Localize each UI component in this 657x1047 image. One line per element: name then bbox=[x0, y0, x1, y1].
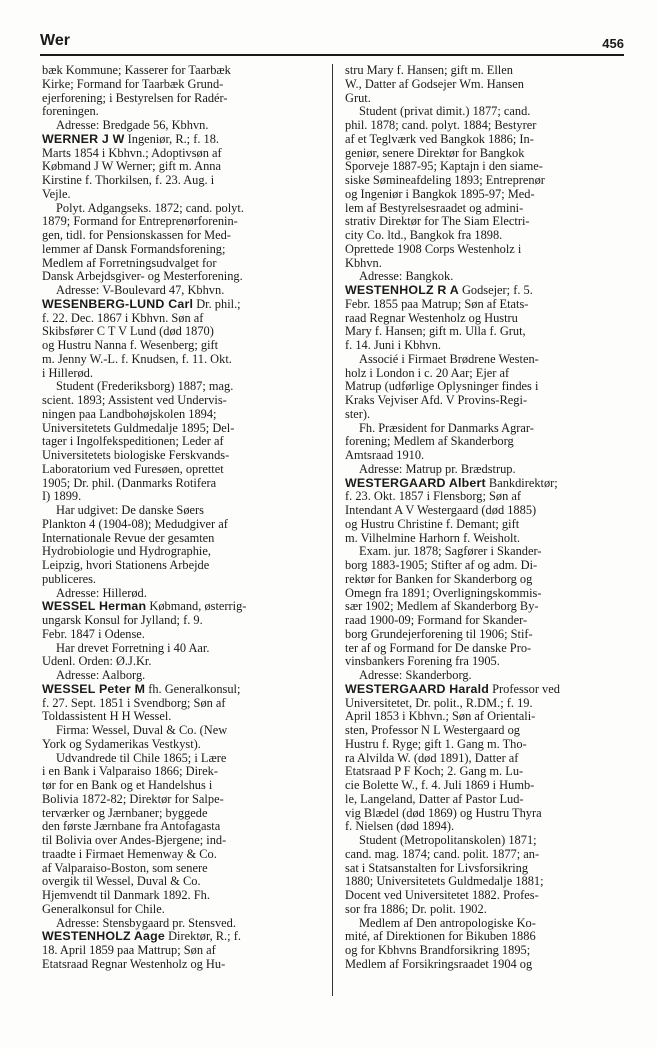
text-line: mité, af Direktionen for Bikuben 1886 bbox=[345, 930, 536, 944]
address-line bbox=[42, 669, 324, 683]
entry-line: Toldassistent H H Wessel. bbox=[42, 710, 172, 724]
text-line: Docent ved Universitetet 1882. Profes- bbox=[345, 889, 539, 902]
text-line: York og Sydamerikas Vestkyst). bbox=[42, 737, 201, 751]
text-line: Hydrobiologie und Hydrographie, bbox=[42, 545, 211, 559]
text-line: sær 1902; Medlem af Skanderborg By- bbox=[345, 600, 539, 614]
text-block bbox=[345, 353, 627, 422]
entry-line: le, Langeland, Datter af Pastor Lud- bbox=[345, 792, 524, 806]
address-text: Adresse: Skanderborg. bbox=[359, 669, 472, 682]
text-block bbox=[345, 545, 627, 669]
address-text: Adresse: Aalborg. bbox=[56, 669, 146, 682]
entry-text: Godsejer; f. 5. bbox=[458, 284, 533, 297]
text-line: og Ingeniør i Bangkok 1895-97; Med- bbox=[345, 187, 535, 201]
text-line: Student (privat dimit.) 1877; cand. bbox=[359, 105, 531, 119]
address-line bbox=[345, 463, 627, 477]
address-text: Adresse: Matrup pr. Brædstrup. bbox=[359, 462, 516, 476]
text-block bbox=[42, 64, 324, 119]
text-line: phil. 1878; cand. polyt. 1884; Bestyrer bbox=[345, 119, 537, 132]
entry-name: WESSEL Peter M bbox=[42, 682, 146, 696]
text-line: ter af og Formand for De danske Pro- bbox=[345, 641, 532, 655]
entry-line: og Hustru Nanna f. Wesenberg; gift bbox=[42, 339, 219, 352]
text-line: overgik til Wessel, Duval & Co. bbox=[42, 875, 201, 889]
text-block bbox=[42, 752, 324, 917]
address-line bbox=[42, 284, 324, 298]
text-line: vinsbankers Forening fra 1905. bbox=[345, 655, 500, 669]
text-line: Bolivia 1872-82; Direktør for Salpe- bbox=[42, 792, 224, 806]
entry-first-line bbox=[345, 683, 627, 697]
entry-line: Febr. 1847 i Odense. bbox=[42, 627, 145, 641]
text-line: bæk Kommune; Kasserer for Taarbæk bbox=[42, 64, 231, 77]
entry-line: Hustru f. Ryge; gift 1. Gang m. Tho- bbox=[345, 737, 527, 751]
text-line: Medlem af Forretningsudvalget for bbox=[42, 256, 217, 270]
address-line bbox=[345, 669, 627, 683]
entry-line: Mary f. Hansen; gift m. Ulla f. Grut, bbox=[345, 325, 526, 339]
text-line: siske Sømineafdeling 1893; Entreprenør bbox=[345, 174, 545, 187]
text-block bbox=[345, 422, 627, 463]
text-line: Student (Frederiksborg) 1887; mag. bbox=[56, 380, 234, 394]
text-line: Medlem af Den antropologiske Ko- bbox=[359, 916, 536, 930]
text-line: Medlem af Forsikringsraadet 1904 og bbox=[345, 957, 533, 971]
directory-entry bbox=[345, 477, 627, 546]
text-line: Plankton 4 (1904-08); Medudgiver af bbox=[42, 517, 228, 531]
entry-line: cie Bolette W., f. 4. Juli 1869 i Humb- bbox=[345, 779, 535, 792]
page-header bbox=[40, 32, 624, 56]
text-line: W., Datter af Godsejer Wm. Hansen bbox=[345, 77, 524, 91]
text-line: forening; Medlem af Skanderborg bbox=[345, 435, 514, 449]
text-line: lem af Bestyrelsesraadet og admini- bbox=[345, 201, 524, 215]
address-line bbox=[42, 587, 324, 601]
text-line: Internationale Revue der gesamten bbox=[42, 531, 215, 545]
directory-entry bbox=[42, 930, 324, 971]
text-line: borg Grundejerforening til 1906; Stif- bbox=[345, 627, 533, 641]
text-line: 1879; Formand for Entreprenørforenin- bbox=[42, 215, 238, 229]
entry-line: April 1853 i Kbhvn.; Søn af Orientali- bbox=[345, 710, 536, 724]
text-line: Universitetets Guldmedalje 1895; Del- bbox=[42, 421, 235, 435]
text-line: i en Bank i Valparaiso 1866; Direk- bbox=[42, 765, 218, 779]
entry-name: WESTERGAARD Albert bbox=[345, 476, 486, 490]
entry-line: Febr. 1855 paa Matrup; Søn af Etats- bbox=[345, 297, 529, 311]
entry-line: m. Vilhelmine Harhorn f. Weisholt. bbox=[345, 531, 521, 545]
text-line: raad 1900-09; Formand for Skander- bbox=[345, 614, 528, 627]
entry-text: Dr. phil.; bbox=[193, 297, 241, 311]
entry-line: f. 14. Juni i Kbhvn. bbox=[345, 339, 442, 352]
header-rule bbox=[40, 54, 624, 56]
text-line: stru Mary f. Hansen; gift m. Ellen bbox=[345, 64, 513, 77]
text-line: I) 1899. bbox=[42, 490, 82, 504]
entry-line: Kirstine f. Thorkilsen, f. 23. Aug. i bbox=[42, 174, 215, 187]
text-line: sat i Statsanstalten for Livsforsikring bbox=[345, 861, 529, 875]
text-line: Firma: Wessel, Duval & Co. (New bbox=[56, 724, 228, 737]
directory-entry bbox=[345, 683, 627, 834]
text-line: scient. 1893; Assistent ved Undervis- bbox=[42, 394, 227, 407]
entry-line: raad Regnar Westenholz og Hustru bbox=[345, 311, 518, 325]
entry-line: f. 27. Sept. 1851 i Svendborg; Søn af bbox=[42, 696, 226, 710]
page-number: 456 bbox=[602, 36, 624, 51]
entry-line: Intendant A V Westergaard (død 1885) bbox=[345, 504, 537, 517]
text-line: terværker og Jærnbaner; byggede bbox=[42, 806, 208, 820]
entry-text: Købmand, østerrig- bbox=[146, 600, 247, 614]
address-line bbox=[345, 270, 627, 284]
entry-name: WERNER J W bbox=[42, 132, 125, 146]
entry-line: sten, Professor N L Westergaard og bbox=[345, 724, 520, 737]
text-line: Polyt. Adgangseks. 1872; cand. polyt. bbox=[56, 201, 244, 215]
text-line: Laboratorium ved Furesøen, oprettet bbox=[42, 462, 224, 476]
directory-entry bbox=[42, 133, 324, 202]
entry-first-line bbox=[42, 133, 324, 147]
entry-line: vig Blædel (død 1869) og Hustru Thyra bbox=[345, 806, 542, 820]
entry-line: ungarsk Konsul for Jylland; f. 9. bbox=[42, 614, 203, 627]
entry-name: WESTENHOLZ Aage bbox=[42, 930, 166, 944]
text-block bbox=[42, 504, 324, 587]
text-line: Hjemvendt til Danmark 1892. Fh. bbox=[42, 889, 210, 902]
entry-text: Direktør, R.; f. bbox=[165, 930, 241, 944]
text-line: Omegn fra 1891; Overligningskommis- bbox=[345, 586, 542, 600]
entry-name: WESTENHOLZ R A bbox=[345, 284, 459, 297]
text-line: Grut. bbox=[345, 91, 371, 105]
text-block bbox=[42, 202, 324, 285]
entry-first-line bbox=[42, 930, 324, 944]
entry-text: Ingeniør, R.; f. 18. bbox=[124, 132, 220, 146]
entry-line: Universitetet, Dr. polit., R.DM.; f. 19. bbox=[345, 696, 533, 710]
text-block bbox=[42, 642, 324, 670]
entry-line: Skibsfører C T V Lund (død 1870) bbox=[42, 325, 214, 339]
text-block bbox=[42, 724, 324, 752]
text-block bbox=[345, 917, 627, 972]
entry-text: Bankdirektør; bbox=[485, 476, 558, 490]
entry-line: 18. April 1859 paa Mattrup; Søn af bbox=[42, 944, 216, 957]
entry-text: fh. Generalkonsul; bbox=[145, 682, 241, 696]
text-line: Oprettede 1908 Corps Westenholz i bbox=[345, 242, 522, 256]
text-line: Sporveje 1887-95; Kaptajn i den siame- bbox=[345, 160, 543, 174]
text-line: Kraks Vejviser Afd. V Provins-Regi- bbox=[345, 394, 528, 407]
text-line: 1880; Universitetets Guldmedalje 1881; bbox=[345, 875, 544, 889]
entry-name: WESSEL Herman bbox=[42, 600, 147, 614]
directory-entry bbox=[42, 298, 324, 381]
text-block bbox=[42, 380, 324, 504]
directory-entry bbox=[345, 284, 627, 353]
text-line: den første Jærnbane fra Antofagasta bbox=[42, 820, 221, 834]
text-line: Associé i Firmaet Brødrene Westen- bbox=[359, 352, 539, 366]
text-line: Udvandrede til Chile 1865; i Lære bbox=[56, 751, 227, 765]
text-line: cand. mag. 1874; cand. polit. 1877; an- bbox=[345, 847, 540, 861]
text-line: rektør for Banken for Skanderborg og bbox=[345, 572, 533, 586]
address-text: Adresse: Bangkok. bbox=[359, 270, 454, 284]
address-text: Adresse: Stensbygaard pr. Stensved. bbox=[56, 916, 236, 930]
text-line: af Valparaiso-Boston, som senere bbox=[42, 861, 208, 875]
address-text: Adresse: Bredgade 56, Kbhvn. bbox=[56, 119, 209, 132]
entry-line: m. Jenny W.-L. f. Knudsen, f. 11. Okt. bbox=[42, 352, 232, 366]
text-line: og for Kbhvns Brandforsikring 1895; bbox=[345, 944, 531, 957]
entry-line: f. Nielsen (død 1894). bbox=[345, 820, 455, 834]
text-line: Exam. jur. 1878; Sagfører i Skander- bbox=[359, 545, 542, 559]
entry-line: og Hustru Christine f. Demant; gift bbox=[345, 517, 520, 531]
directory-entry bbox=[42, 600, 324, 641]
text-line: borg 1883-1905; Stifter af og adm. Di- bbox=[345, 559, 538, 572]
text-line: foreningen. bbox=[42, 105, 99, 119]
left-column bbox=[42, 64, 324, 972]
entry-line: f. 22. Dec. 1867 i Kbhvn. Søn af bbox=[42, 311, 204, 325]
text-line: gen, tidl. for Pensionskassen for Med- bbox=[42, 229, 231, 242]
text-line: Student (Metropolitanskolen) 1871; bbox=[359, 834, 537, 847]
address-text: Adresse: Hillerød. bbox=[56, 586, 147, 600]
entry-line: Marts 1854 i Kbhvn.; Adoptivsøn af bbox=[42, 146, 222, 160]
text-line: Matrup (udførlige Oplysninger findes i bbox=[345, 380, 539, 394]
entry-first-line bbox=[345, 477, 627, 491]
text-line: Udenl. Orden: Ø.J.Kr. bbox=[42, 655, 152, 669]
text-line: publiceres. bbox=[42, 572, 97, 586]
text-block bbox=[345, 105, 627, 270]
text-line: sor fra 1886; Dr. polit. 1902. bbox=[345, 902, 487, 916]
entry-name: WESENBERG-LUND Carl bbox=[42, 297, 194, 311]
text-line: til Bolivia over Andes-Bjergene; ind- bbox=[42, 834, 227, 847]
text-line: Har udgivet: De danske Søers bbox=[56, 504, 204, 517]
text-line: holz i London i c. 20 Aar; Ejer af bbox=[345, 366, 510, 380]
text-block bbox=[345, 64, 627, 105]
text-block bbox=[345, 834, 627, 917]
text-line: Generalkonsul for Chile. bbox=[42, 902, 165, 916]
text-line: Amtsraad 1910. bbox=[345, 449, 425, 462]
entry-text: Professor ved bbox=[489, 682, 560, 696]
entry-first-line bbox=[345, 284, 627, 298]
text-line: ejerforening; i Bestyrelsen for Radér- bbox=[42, 91, 228, 105]
address-line bbox=[42, 917, 324, 931]
text-line: Leipzig, hvori Stationens Arbejde bbox=[42, 559, 210, 572]
text-line: lemmer af Dansk Formandsforening; bbox=[42, 242, 226, 256]
running-head: Wer bbox=[40, 32, 70, 49]
text-line: 1905; Dr. phil. (Danmarks Rotifera bbox=[42, 476, 217, 490]
text-line: Kirke; Formand for Taarbæk Grund- bbox=[42, 77, 224, 91]
right-column bbox=[345, 64, 627, 972]
entry-line: i Hillerød. bbox=[42, 366, 93, 380]
entry-line: Etatsraad Regnar Westenholz og Hu- bbox=[42, 957, 226, 971]
text-line: strativ Direktør for The Siam Electri- bbox=[345, 215, 530, 229]
entry-line: Vejle. bbox=[42, 187, 71, 201]
directory-entry bbox=[42, 683, 324, 724]
text-line: Dansk Arbejdsgiver- og Mesterforening. bbox=[42, 270, 243, 284]
address-line bbox=[42, 119, 324, 133]
text-line: ster). bbox=[345, 407, 371, 421]
text-line: geniør, senere Direktør for Bangkok bbox=[345, 146, 525, 160]
text-line: ningen paa Landbohøjskolen 1894; bbox=[42, 407, 217, 421]
text-line: Universitetets biologiske Ferskvands- bbox=[42, 449, 230, 462]
entry-line: f. 23. Okt. 1857 i Flensborg; Søn af bbox=[345, 490, 521, 504]
entry-first-line bbox=[42, 683, 324, 697]
entry-first-line bbox=[42, 298, 324, 312]
text-line: tør for en Bank og et Handelshus i bbox=[42, 779, 213, 792]
address-text: Adresse: V-Boulevard 47, Kbhvn. bbox=[56, 284, 225, 297]
text-line: traadte i Firmaet Hemenway & Co. bbox=[42, 847, 217, 861]
entry-first-line bbox=[42, 600, 324, 614]
text-line: Har drevet Forretning i 40 Aar. bbox=[56, 641, 210, 655]
text-line: Fh. Præsident for Danmarks Agrar- bbox=[359, 421, 534, 435]
column-divider bbox=[332, 64, 333, 996]
text-line: af et Teglværk ved Bangkok 1886; In- bbox=[345, 132, 534, 146]
entry-line: Etatsraad P F Koch; 2. Gang m. Lu- bbox=[345, 765, 524, 779]
entry-line: ra Alvilda W. (død 1891), Datter af bbox=[345, 751, 519, 765]
text-line: Kbhvn. bbox=[345, 256, 382, 270]
entry-line: Købmand J W Werner; gift m. Anna bbox=[42, 160, 221, 174]
text-line: city Co. ltd., Bangkok fra 1898. bbox=[345, 229, 503, 242]
text-line: tager i Ingolfekspeditionen; Leder af bbox=[42, 435, 224, 449]
entry-name: WESTERGAARD Harald bbox=[345, 682, 490, 696]
